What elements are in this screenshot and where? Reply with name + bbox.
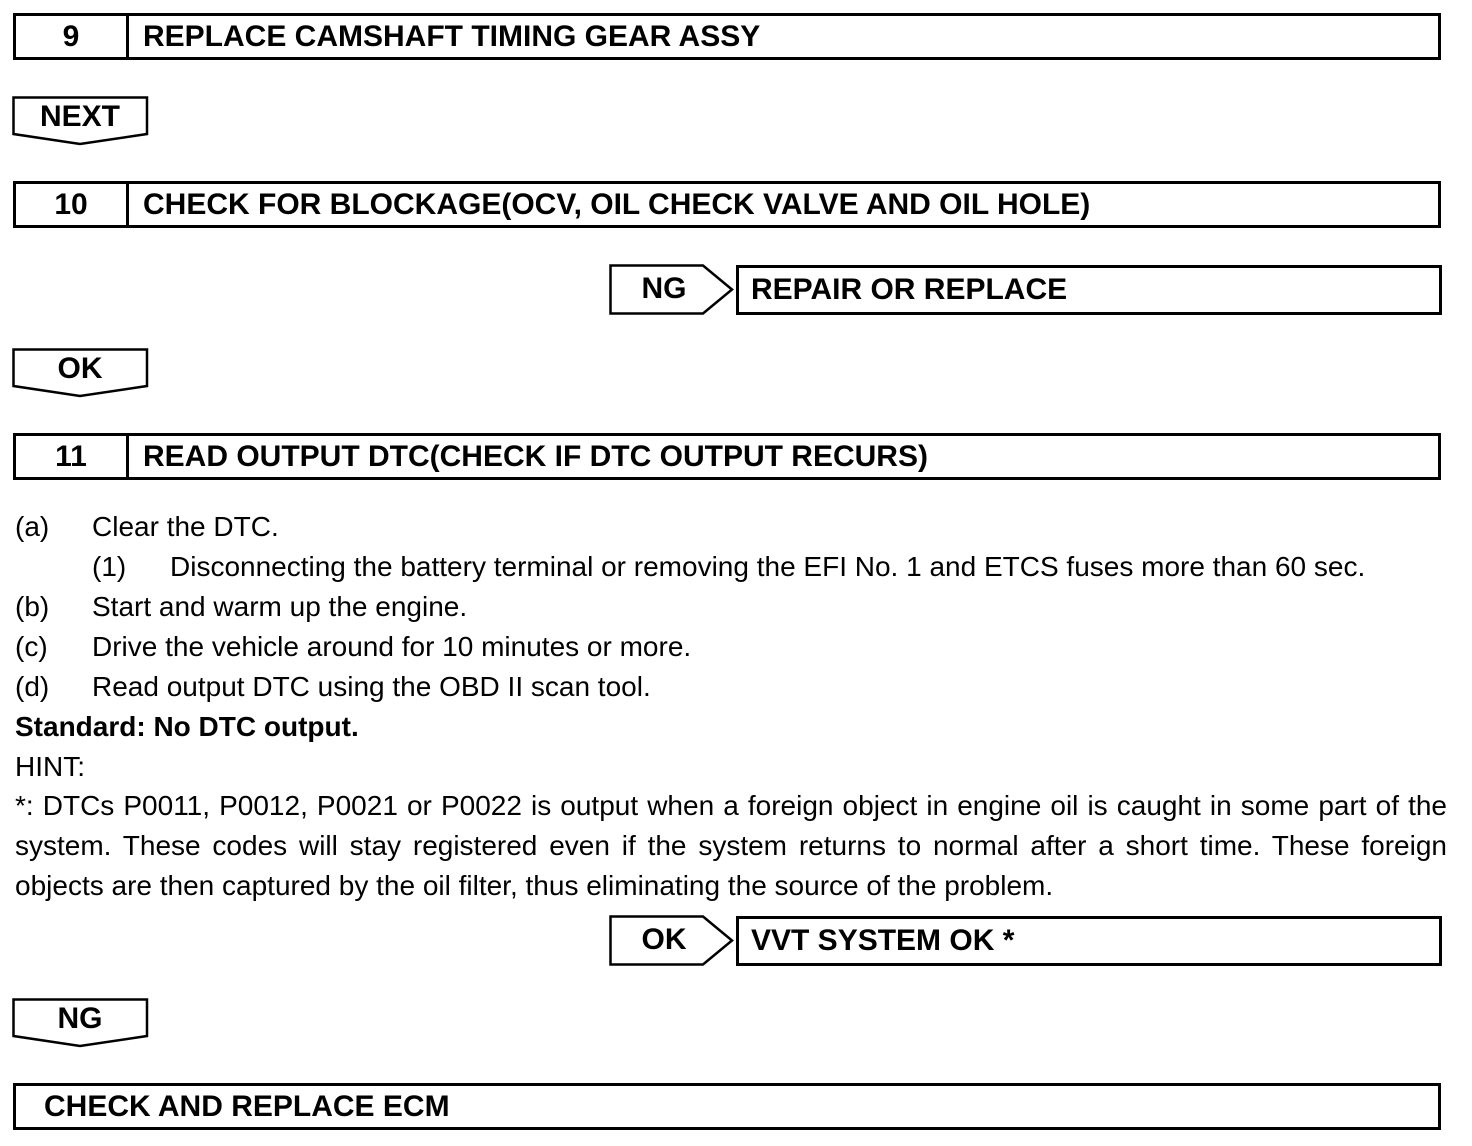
tag-label: NEXT [39, 100, 120, 133]
item-text: Disconnecting the battery terminal or removing the EFI No. 1 and ETCS fuses more than 60 sec. [170, 551, 1366, 582]
item-marker: (b) [15, 591, 50, 622]
step-9-header [13, 13, 1441, 60]
ng-branch-arrow [609, 264, 735, 316]
branch-action: VVT SYSTEM OK * [751, 924, 1015, 957]
step-number: 10 [16, 184, 129, 225]
vvt-system-ok-box [736, 916, 1442, 966]
item-text: Start and warm up the engine. [92, 591, 468, 622]
next-result-tag [12, 96, 150, 148]
tag-label: NG [641, 272, 687, 305]
tag-label: NG [57, 1002, 103, 1035]
item-marker: (d) [15, 671, 50, 702]
step-title: CHECK FOR BLOCKAGE(OCV, OIL CHECK VALVE AND OIL HOLE) [143, 187, 1091, 221]
item-marker: (1) [92, 551, 127, 582]
hint-label: HINT: [15, 751, 85, 782]
item-marker: (c) [15, 631, 48, 662]
step-number: 11 [16, 436, 129, 477]
standard-text: Standard: No DTC output. [15, 711, 359, 742]
step-title: REPLACE CAMSHAFT TIMING GEAR ASSY [143, 19, 761, 53]
ok-branch-arrow [609, 915, 735, 967]
step-title: READ OUTPUT DTC(CHECK IF DTC OUTPUT RECURS) [143, 439, 928, 473]
step-10-header [13, 181, 1441, 228]
tag-label: OK [641, 923, 687, 956]
ng-result-tag [12, 998, 150, 1050]
repair-or-replace-box [736, 265, 1442, 315]
ok-result-tag [12, 348, 150, 400]
tag-label: OK [57, 352, 103, 385]
step-11-header [13, 433, 1441, 480]
item-marker: (a) [15, 511, 50, 542]
step-number: 9 [16, 16, 129, 57]
branch-action: REPAIR OR REPLACE [751, 273, 1068, 306]
hint-text: *: DTCs P0011, P0012, P0021 or P0022 is output when a foreign object in engine oil is caught in some part of the system. These codes will stay registered even if the system returns to normal after a short time. These foreign objects are then captured by the oil filter, thus eliminating the source of the problem. [15, 790, 1447, 901]
final-step-box [13, 1083, 1441, 1130]
final-step-title: CHECK AND REPLACE ECM [44, 1089, 450, 1123]
item-text: Clear the DTC. [92, 511, 279, 542]
item-text: Drive the vehicle around for 10 minutes or more. [92, 631, 692, 662]
item-text: Read output DTC using the OBD II scan tool. [92, 671, 651, 702]
